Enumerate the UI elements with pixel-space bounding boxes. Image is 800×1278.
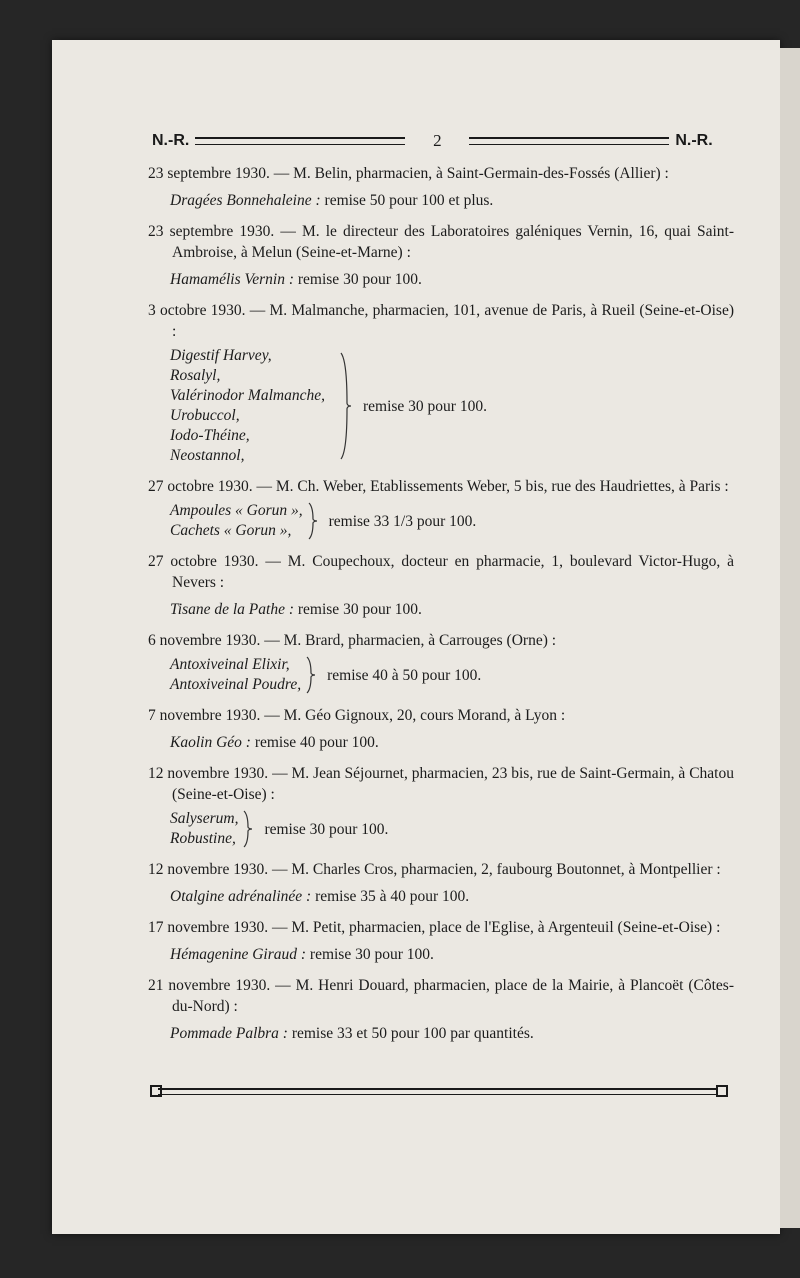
entry-head: 12 novembre 1930. — M. Jean Séjournet, pharmacien, 23 bis, rue de Saint-Germain, à Chatou (Seine-et-Oise) : <box>148 765 734 803</box>
entry-product: Tisane de la Pathe : remise 30 pour 100. <box>170 601 422 618</box>
header-rule-right <box>469 137 669 145</box>
product-names: Salyserum, Robustine, <box>170 810 239 847</box>
document-body <box>148 163 734 1054</box>
entry-product: Otalgine adrénalinée : remise 35 à 40 pour 100. <box>170 888 470 905</box>
footer-bar <box>158 1088 720 1095</box>
entry-head: 7 novembre 1930. — M. Géo Gignoux, 20, cours Morand, à Lyon : <box>148 707 566 724</box>
product-group <box>148 501 734 541</box>
product-group <box>148 809 734 849</box>
list-item <box>148 975 734 1044</box>
list-item <box>148 476 734 541</box>
entry-head: 12 novembre 1930. — M. Charles Cros, pharmacien, 2, faubourg Boutonnet, à Montpellier : <box>148 861 721 878</box>
brace-icon <box>242 809 254 849</box>
entry-head: 21 novembre 1930. — M. Henri Douard, pharmacien, place de la Mairie, à Plancoët (Côtes-du-Nord) : <box>148 977 734 1015</box>
product-names: Digestif Harvey, Rosalyl, Valérinodor Malmanche, Urobuccol, Iodo-Théine, Neostannol, <box>170 347 325 464</box>
page-number: 2 <box>433 131 442 150</box>
brace-icon <box>307 501 319 541</box>
brace-icon <box>339 351 353 461</box>
list-item <box>148 630 734 695</box>
entry-head: 23 septembre 1930. — M. le directeur des Laboratoires galéniques Vernin, 16, quai Saint-Ambroise, à Melun (Seine-et-Marne) : <box>148 223 734 261</box>
product-group <box>148 346 734 466</box>
header-left: N.-R. <box>152 132 190 149</box>
entry-product: Dragées Bonnehaleine : remise 50 pour 100 et plus. <box>170 192 494 209</box>
product-names: Ampoules « Gorun », Cachets « Gorun », <box>170 502 303 539</box>
header-rule-left <box>195 137 405 145</box>
list-item <box>148 551 734 620</box>
entry-head: 6 novembre 1930. — M. Brard, pharmacien, à Carrouges (Orne) : <box>148 632 557 649</box>
page-header <box>152 130 730 152</box>
group-remise: remise 30 pour 100. <box>264 820 389 838</box>
entry-product: Kaolin Géo : remise 40 pour 100. <box>170 734 379 751</box>
entry-product: Hamamélis Vernin : remise 30 pour 100. <box>170 271 422 288</box>
entry-product: Hémagenine Giraud : remise 30 pour 100. <box>170 946 434 963</box>
list-item <box>148 859 734 907</box>
entry-head: 27 octobre 1930. — M. Ch. Weber, Etablissements Weber, 5 bis, rue des Haudriettes, à Paris : <box>148 478 729 495</box>
group-remise: remise 33 1/3 pour 100. <box>328 512 477 530</box>
group-remise: remise 30 pour 100. <box>362 397 487 415</box>
product-group <box>148 655 734 695</box>
entry-head: 27 octobre 1930. — M. Coupechoux, docteur en pharmacie, 1, boulevard Victor-Hugo, à Nevers : <box>148 553 734 591</box>
list-item <box>148 917 734 965</box>
list-item <box>148 300 734 466</box>
product-names: Antoxiveinal Elixir, Antoxiveinal Poudre, <box>170 656 302 693</box>
list-item <box>148 705 734 753</box>
entry-head: 17 novembre 1930. — M. Petit, pharmacien, place de l'Eglise, à Argenteuil (Seine-et-Oise) : <box>148 919 721 936</box>
group-remise: remise 40 à 50 pour 100. <box>327 666 482 684</box>
list-item <box>148 163 734 211</box>
entry-head: 23 septembre 1930. — M. Belin, pharmacien, à Saint-Germain-des-Fossés (Allier) : <box>148 165 669 182</box>
entry-head: 3 octobre 1930. — M. Malmanche, pharmacien, 101, avenue de Paris, à Rueil (Seine-et-Oise) : <box>148 302 734 340</box>
header-right: N.-R. <box>675 132 713 149</box>
footer-square-right <box>716 1085 728 1097</box>
list-item <box>148 221 734 290</box>
next-page-edge <box>780 48 800 1228</box>
entry-product: Pommade Palbra : remise 33 et 50 pour 100 par quantités. <box>170 1025 534 1042</box>
list-item <box>148 763 734 849</box>
brace-icon <box>305 655 317 695</box>
footer-rule <box>150 1085 728 1097</box>
